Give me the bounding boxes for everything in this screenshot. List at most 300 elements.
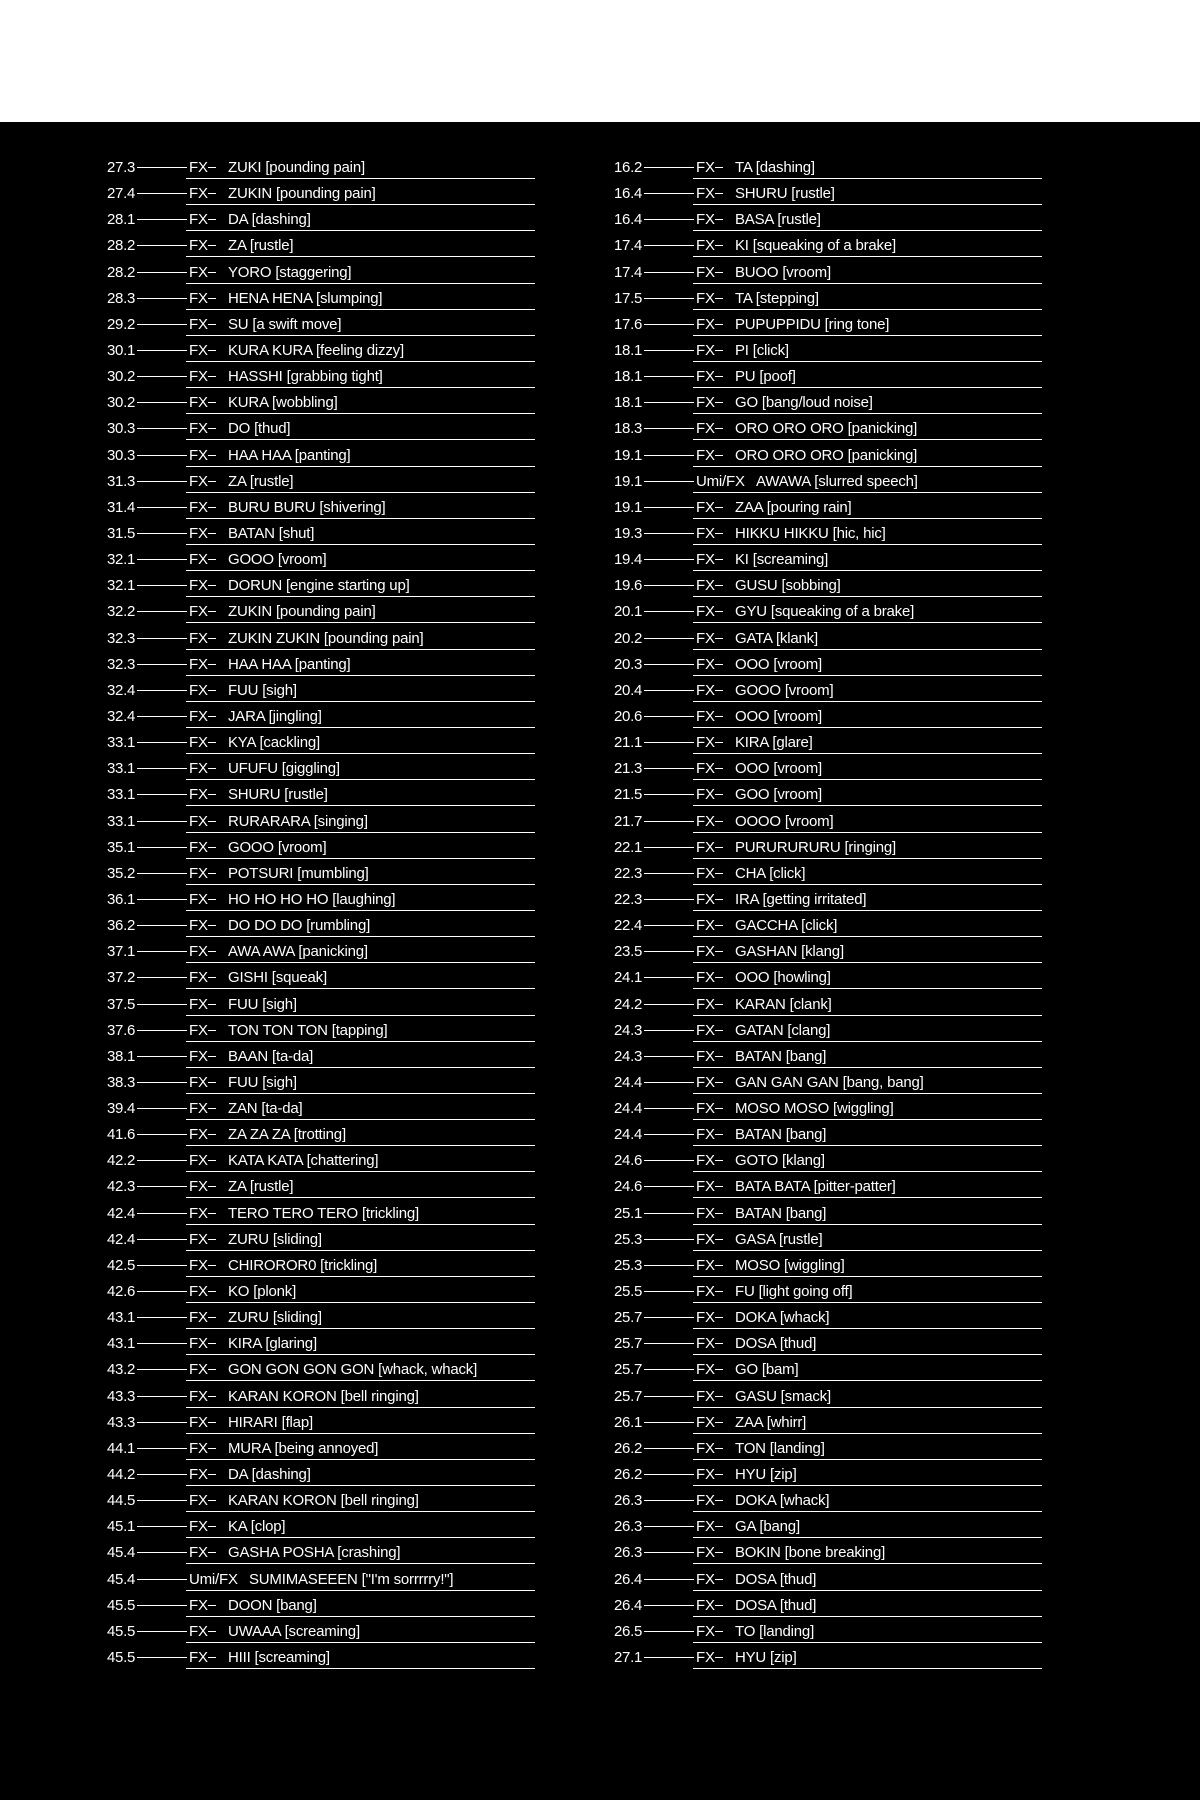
page-panel-ref: 24.6 [614, 1152, 642, 1170]
sfx-entry-row [614, 652, 1042, 678]
underline-rule [186, 727, 535, 728]
speaker-label: FX [189, 760, 208, 778]
page-panel-ref: 37.5 [107, 995, 135, 1013]
page-panel-ref: 24.4 [614, 1126, 642, 1144]
sfx-entry-row [107, 1331, 535, 1357]
sfx-entry-row [107, 573, 535, 599]
sound-effect-text: ZAA [whirr] [735, 1413, 807, 1431]
speaker-label: FX [189, 1361, 208, 1379]
page-panel-ref: 26.5 [614, 1622, 642, 1640]
underline-rule [186, 910, 535, 911]
underline-rule [186, 1171, 535, 1172]
sound-effect-text: TON [landing] [735, 1439, 825, 1457]
speaker-label: FX [189, 734, 208, 752]
speaker-label: FX [696, 1518, 715, 1536]
underline-rule [186, 1250, 535, 1251]
speaker-label: FX [696, 812, 715, 830]
speaker-label: FX [189, 1413, 208, 1431]
speaker-label: FX [696, 1361, 715, 1379]
sfx-entry-row [614, 1253, 1042, 1279]
underline-rule [693, 805, 1042, 806]
underline-rule [186, 1145, 535, 1146]
sound-effect-text: HENA HENA [slumping] [228, 289, 383, 307]
sound-effect-text: FUU [sigh] [228, 995, 297, 1013]
sound-effect-text: BASA [rustle] [735, 211, 821, 229]
speaker-label: FX [696, 1256, 715, 1274]
page-panel-ref: 32.3 [107, 655, 135, 673]
underline-rule [186, 1433, 535, 1434]
underline-rule [693, 1276, 1042, 1277]
sound-effect-text: BATA BATA [pitter-patter] [735, 1178, 896, 1196]
sfx-entry-row [107, 155, 535, 181]
underline-rule [186, 1067, 535, 1068]
sound-effect-text: JARA [jingling] [228, 707, 322, 725]
page-panel-ref: 17.5 [614, 289, 642, 307]
speaker-label: FX [189, 289, 208, 307]
underline-rule [186, 230, 535, 231]
sfx-entry-row [614, 207, 1042, 233]
page-panel-ref: 33.1 [107, 760, 135, 778]
sound-effect-text: SU [a swift move] [228, 315, 342, 333]
underline-rule [186, 466, 535, 467]
page-panel-ref: 32.1 [107, 577, 135, 595]
sound-effect-text: KI [screaming] [735, 551, 829, 569]
underline-rule [693, 1642, 1042, 1643]
sfx-entry-row [614, 913, 1042, 939]
underline-rule [693, 1590, 1042, 1591]
page-panel-ref: 26.1 [614, 1413, 642, 1431]
underline-rule [693, 1563, 1042, 1564]
page-panel-ref: 31.3 [107, 472, 135, 490]
sound-effect-text: ZUKI [pounding pain] [228, 159, 365, 176]
underline-rule [186, 1093, 535, 1094]
sound-effect-text: OOO [howling] [735, 969, 831, 987]
sound-effect-text: TON TON TON [tapping] [228, 1021, 388, 1039]
sound-effect-text: HAA HAA [panting] [228, 655, 351, 673]
sfx-entry-row [107, 835, 535, 861]
speaker-label: FX [189, 420, 208, 438]
underline-rule [693, 492, 1042, 493]
sfx-entry-row [614, 416, 1042, 442]
page-panel-ref: 26.3 [614, 1544, 642, 1562]
speaker-label: FX [189, 1073, 208, 1091]
page-panel-ref: 20.3 [614, 655, 642, 673]
sound-effect-text: KO [plonk] [228, 1283, 297, 1301]
sfx-entry-row [107, 1279, 535, 1305]
speaker-label: FX [696, 420, 715, 438]
sound-effect-text: ZURU [sliding] [228, 1230, 322, 1248]
sound-effect-text: SHURU [rustle] [228, 786, 328, 804]
underline-rule [693, 832, 1042, 833]
page-panel-ref: 36.1 [107, 890, 135, 908]
sound-effect-text: PU [poof] [735, 368, 796, 386]
underline-rule [186, 1197, 535, 1198]
sound-effect-text: KA [clop] [228, 1518, 286, 1536]
sfx-entry-row [614, 573, 1042, 599]
sound-effect-text: HYU [zip] [735, 1649, 797, 1667]
sound-effect-text: BATAN [shut] [228, 524, 315, 542]
page-panel-ref: 16.4 [614, 185, 642, 203]
speaker-label: FX [189, 1518, 208, 1536]
speaker-label: FX [189, 524, 208, 542]
speaker-label: FX [696, 577, 715, 595]
sfx-entry-row [614, 965, 1042, 991]
sfx-entry-row [614, 364, 1042, 390]
sound-effect-text: OOOO [vroom] [735, 812, 834, 830]
sound-effect-text: KARAN KORON [bell ringing] [228, 1492, 419, 1510]
sfx-entry-row [107, 887, 535, 913]
underline-rule [693, 1197, 1042, 1198]
sound-effect-text: BUOO [vroom] [735, 263, 831, 281]
page-panel-ref: 17.4 [614, 263, 642, 281]
speaker-label: FX [189, 1283, 208, 1301]
sound-effect-text: SHURU [rustle] [735, 185, 835, 203]
page-panel-ref: 17.6 [614, 315, 642, 333]
sound-effect-text: GOO [vroom] [735, 786, 822, 804]
underline-rule [186, 988, 535, 989]
underline-rule [186, 622, 535, 623]
sfx-entry-row [107, 443, 535, 469]
page-panel-ref: 31.4 [107, 498, 135, 516]
sound-effect-text: PUPUPPIDU [ring tone] [735, 315, 890, 333]
sfx-entry-row [614, 233, 1042, 259]
sfx-entry-row [614, 1645, 1042, 1671]
speaker-label: FX [189, 498, 208, 516]
sfx-entry-row [107, 652, 535, 678]
sound-effect-text: KATA KATA [chattering] [228, 1152, 379, 1170]
speaker-label: FX [189, 1230, 208, 1248]
page-panel-ref: 38.3 [107, 1073, 135, 1091]
sfx-entry-row [614, 1122, 1042, 1148]
sfx-entry-row [614, 1619, 1042, 1645]
underline-rule [186, 1224, 535, 1225]
speaker-label: FX [696, 394, 715, 412]
sound-effect-text: OOO [vroom] [735, 707, 822, 725]
underline-rule [186, 283, 535, 284]
sfx-entry-row [614, 1044, 1042, 1070]
page-panel-ref: 43.2 [107, 1361, 135, 1379]
sound-effect-text: KARAN [clank] [735, 995, 832, 1013]
sfx-entry-row [107, 390, 535, 416]
sfx-entry-row [107, 1122, 535, 1148]
sfx-entry-row [107, 1357, 535, 1383]
speaker-label: FX [696, 368, 715, 386]
speaker-label: FX [189, 237, 208, 255]
speaker-label: FX [696, 1230, 715, 1248]
speaker-label: FX [696, 1492, 715, 1510]
speaker-label: FX [696, 838, 715, 856]
underline-rule [693, 230, 1042, 231]
sound-effect-text: KI [squeaking of a brake] [735, 237, 896, 255]
sound-effect-text: DOON [bang] [228, 1596, 317, 1614]
underline-rule [186, 675, 535, 676]
sound-effect-text: KURA KURA [feeling dizzy] [228, 341, 404, 359]
page-panel-ref: 39.4 [107, 1100, 135, 1118]
underline-rule [186, 1380, 535, 1381]
page-panel-ref: 19.1 [614, 498, 642, 516]
page-panel-ref: 28.2 [107, 237, 135, 255]
sfx-entry-row [107, 861, 535, 887]
page-panel-ref: 27.1 [614, 1649, 642, 1667]
underline-rule [693, 204, 1042, 205]
speaker-label: FX [696, 159, 715, 176]
speaker-label: FX [696, 1570, 715, 1588]
sfx-entry-row [614, 155, 1042, 181]
sound-effect-text: UFUFU [giggling] [228, 760, 340, 778]
sfx-entry-row [107, 704, 535, 730]
speaker-label: FX [696, 760, 715, 778]
speaker-label: FX [696, 786, 715, 804]
page-panel-ref: 42.2 [107, 1152, 135, 1170]
sfx-entry-row [614, 835, 1042, 861]
sound-effect-text: ZAA [pouring rain] [735, 498, 852, 516]
sfx-entry-row [107, 1567, 535, 1593]
page-panel-ref: 24.3 [614, 1021, 642, 1039]
speaker-label: FX [189, 655, 208, 673]
speaker-label: FX [189, 864, 208, 882]
sound-effect-text: UWAAA [screaming] [228, 1622, 360, 1640]
speaker-label: FX [696, 890, 715, 908]
speaker-label: FX [189, 185, 208, 203]
speaker-label: FX [696, 681, 715, 699]
underline-rule [693, 596, 1042, 597]
sound-effect-text: FUU [sigh] [228, 1073, 297, 1091]
sound-effect-text: GISHI [squeak] [228, 969, 327, 987]
underline-rule [186, 596, 535, 597]
sfx-entry-row [614, 469, 1042, 495]
speaker-label: Umi/FX [696, 472, 745, 490]
page-panel-ref: 20.6 [614, 707, 642, 725]
sfx-entry-row [107, 233, 535, 259]
sfx-entry-row [614, 887, 1042, 913]
sfx-entry-row [107, 1018, 535, 1044]
page-panel-ref: 26.3 [614, 1518, 642, 1536]
speaker-label: FX [189, 1178, 208, 1196]
page-panel-ref: 26.4 [614, 1596, 642, 1614]
underline-rule [186, 204, 535, 205]
sfx-entry-row [614, 1148, 1042, 1174]
sfx-entry-row [107, 181, 535, 207]
page-panel-ref: 22.3 [614, 864, 642, 882]
sfx-entry-row [107, 260, 535, 286]
sfx-entry-row [614, 1410, 1042, 1436]
sound-effect-text: MURA [being annoyed] [228, 1439, 379, 1457]
sound-effect-text: MOSO MOSO [wiggling] [735, 1100, 894, 1118]
speaker-label: FX [189, 969, 208, 987]
underline-rule [186, 1119, 535, 1120]
sound-effect-text: DORUN [engine starting up] [228, 577, 410, 595]
sfx-entry-row [107, 678, 535, 704]
speaker-label: FX [696, 1126, 715, 1144]
sfx-entry-row [614, 599, 1042, 625]
speaker-label: FX [696, 1649, 715, 1667]
sfx-entry-row [107, 913, 535, 939]
sfx-entry-row [614, 704, 1042, 730]
underline-rule [186, 492, 535, 493]
sfx-entry-row [107, 992, 535, 1018]
sound-effect-text: ZA [rustle] [228, 1178, 294, 1196]
sfx-entry-row [107, 1514, 535, 1540]
page-panel-ref: 21.7 [614, 812, 642, 830]
page-panel-ref: 45.4 [107, 1570, 135, 1588]
underline-rule [186, 256, 535, 257]
page-panel-ref: 23.5 [614, 943, 642, 961]
sound-effect-text: GOOO [vroom] [228, 551, 327, 569]
speaker-label: FX [696, 707, 715, 725]
page-panel-ref: 45.5 [107, 1622, 135, 1640]
sfx-entry-row [107, 939, 535, 965]
sfx-entry-row [107, 626, 535, 652]
underline-rule [693, 361, 1042, 362]
sfx-entry-row [107, 1201, 535, 1227]
page-panel-ref: 30.2 [107, 394, 135, 412]
underline-rule [693, 256, 1042, 257]
sound-effect-text: GAN GAN GAN [bang, bang] [735, 1073, 924, 1091]
speaker-label: FX [696, 603, 715, 621]
speaker-label: FX [696, 315, 715, 333]
page-panel-ref: 37.2 [107, 969, 135, 987]
underline-rule [693, 283, 1042, 284]
page-panel-ref: 18.1 [614, 394, 642, 412]
sfx-entry-row [614, 1384, 1042, 1410]
speaker-label: FX [189, 211, 208, 229]
sound-effect-text: ZUKIN [pounding pain] [228, 185, 376, 203]
speaker-label: FX [696, 1544, 715, 1562]
speaker-label: FX [189, 1387, 208, 1405]
underline-rule [186, 178, 535, 179]
speaker-label: FX [189, 263, 208, 281]
page-panel-ref: 21.5 [614, 786, 642, 804]
sound-effect-text: ORO ORO ORO [panicking] [735, 446, 918, 464]
speaker-label: FX [189, 1126, 208, 1144]
sound-effect-text: BATAN [bang] [735, 1204, 827, 1222]
speaker-label: FX [189, 315, 208, 333]
page-panel-ref: 32.1 [107, 551, 135, 569]
page-panel-ref: 26.3 [614, 1492, 642, 1510]
page-panel-ref: 18.1 [614, 368, 642, 386]
speaker-label: FX [189, 603, 208, 621]
underline-rule [186, 1459, 535, 1460]
underline-rule [693, 1224, 1042, 1225]
sfx-entry-row [107, 1305, 535, 1331]
underline-rule [693, 309, 1042, 310]
page-panel-ref: 18.1 [614, 341, 642, 359]
underline-rule [693, 962, 1042, 963]
sfx-entry-row [107, 1227, 535, 1253]
underline-rule [186, 649, 535, 650]
sound-effect-text: GUSU [sobbing] [735, 577, 841, 595]
speaker-label: FX [189, 1622, 208, 1640]
page-panel-ref: 22.1 [614, 838, 642, 856]
page-panel-ref: 25.7 [614, 1335, 642, 1353]
speaker-label: FX [696, 551, 715, 569]
speaker-label: FX [189, 1466, 208, 1484]
page-panel-ref: 29.2 [107, 315, 135, 333]
underline-rule [186, 1668, 535, 1669]
sfx-entry-row [614, 547, 1042, 573]
speaker-label: FX [189, 159, 208, 176]
underline-rule [693, 1407, 1042, 1408]
sound-effect-text: ZA ZA ZA [trotting] [228, 1126, 346, 1144]
sfx-entry-row [107, 338, 535, 364]
underline-rule [693, 1119, 1042, 1120]
sfx-entry-row [614, 1018, 1042, 1044]
sound-effect-text: DO DO DO [rumbling] [228, 917, 371, 935]
page-panel-ref: 33.1 [107, 812, 135, 830]
page-panel-ref: 28.2 [107, 263, 135, 281]
underline-rule [693, 1537, 1042, 1538]
sound-effect-text: TA [stepping] [735, 289, 819, 307]
underline-rule [693, 701, 1042, 702]
sound-effect-text: GOOO [vroom] [735, 681, 834, 699]
page-panel-ref: 24.4 [614, 1100, 642, 1118]
underline-rule [693, 1015, 1042, 1016]
sfx-entry-row [107, 286, 535, 312]
underline-rule [186, 1537, 535, 1538]
sound-effect-text: KYA [cackling] [228, 734, 320, 752]
page-panel-ref: 42.4 [107, 1204, 135, 1222]
underline-rule [693, 1511, 1042, 1512]
sound-effect-text: GASHA POSHA [crashing] [228, 1544, 401, 1562]
page-panel-ref: 26.2 [614, 1439, 642, 1457]
page-panel-ref: 32.2 [107, 603, 135, 621]
underline-rule [186, 805, 535, 806]
speaker-label: FX [189, 1204, 208, 1222]
page-panel-ref: 35.2 [107, 864, 135, 882]
speaker-label: FX [696, 943, 715, 961]
speaker-label: FX [189, 995, 208, 1013]
page-panel-ref: 28.1 [107, 211, 135, 229]
speaker-label: FX [696, 629, 715, 647]
sfx-entry-row [614, 1514, 1042, 1540]
page-panel-ref: 42.3 [107, 1178, 135, 1196]
page-panel-ref: 42.4 [107, 1230, 135, 1248]
page-panel-ref: 25.5 [614, 1283, 642, 1301]
underline-rule [186, 1354, 535, 1355]
sfx-entry-row [107, 730, 535, 756]
speaker-label: FX [189, 551, 208, 569]
sfx-entry-row [107, 756, 535, 782]
sound-effect-text: BURU BURU [shivering] [228, 498, 386, 516]
underline-rule [693, 439, 1042, 440]
page-panel-ref: 24.2 [614, 995, 642, 1013]
speaker-label: FX [189, 786, 208, 804]
page-panel-ref: 28.3 [107, 289, 135, 307]
speaker-label: FX [189, 472, 208, 490]
page-panel-ref: 43.3 [107, 1413, 135, 1431]
sfx-entry-row [107, 469, 535, 495]
sfx-entry-row [107, 1253, 535, 1279]
underline-rule [186, 1328, 535, 1329]
speaker-label: FX [189, 341, 208, 359]
underline-rule [693, 727, 1042, 728]
underline-rule [693, 1328, 1042, 1329]
underline-rule [693, 1380, 1042, 1381]
underline-rule [186, 335, 535, 336]
underline-rule [186, 309, 535, 310]
underline-rule [186, 518, 535, 519]
sfx-entry-row [614, 1331, 1042, 1357]
sound-effect-text: GO [bam] [735, 1361, 799, 1379]
sfx-entry-row [107, 1540, 535, 1566]
sfx-entry-row [107, 1645, 535, 1671]
speaker-label: FX [189, 838, 208, 856]
sound-effect-text: GO [bang/loud noise] [735, 394, 873, 412]
sfx-entry-row [614, 1436, 1042, 1462]
sound-effect-text: OOO [vroom] [735, 655, 822, 673]
sfx-entry-row [107, 1410, 535, 1436]
sound-effect-text: TA [dashing] [735, 159, 815, 176]
